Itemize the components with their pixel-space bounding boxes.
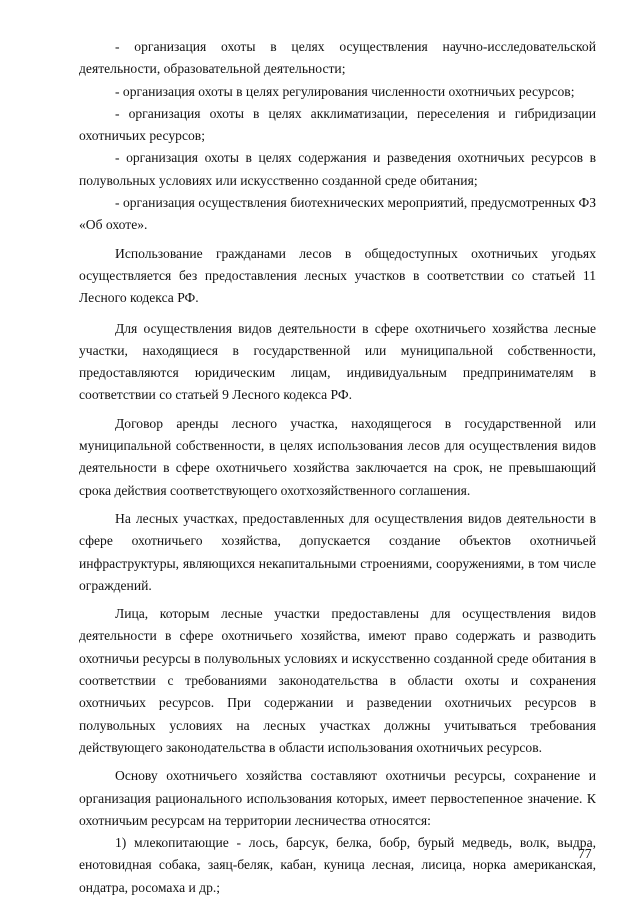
paragraph-semi-free-breeding: Лица, которым лесные участки предоставлены для осуществления видов деятельности в сфере охотничьего хозяйства, имеют право содержать и разводить охотничьи ресурсы в полувольных условиях и искусственно созданной среде обитания в соответствии с требованиями законодательства в области охоты и сохранения охотничьих ресурсов. При содержании и разведении охотничьих ресурсов в полувольных условиях на лесных участках должны учитываться требования действующего законодательства в области использования охотничьих ресурсов. (79, 606, 596, 755)
paragraph-public-grounds: Использование гражданами лесов в общедоступных охотничьих угодьях осуществляется без предоставления лесных участков в соответствии со статьей 11 Лесного кодекса РФ. (79, 245, 596, 306)
paragraph-biotechnical-measures: - организация осуществления биотехнических мероприятий, предусмотренных ФЗ «Об охоте». (79, 195, 596, 233)
body-text (79, 36, 596, 899)
paragraph-hunting-acclimatization: - организация охоты в целях акклиматизации, переселения и гибридизации охотничьих ресурсов; (79, 105, 596, 144)
paragraph-hunting-resources-basis: Основу охотничьего хозяйства составляют охотничьи ресурсы, сохранение и организация рационального использования которых, имеет первостепенное значение. К охотничьим ресурсам на территории лесничества относятся: (79, 768, 596, 828)
paragraph-lease-agreement: Договор аренды лесного участка, находящегося в государственной или муниципальной собственности, в целях использования лесов для осуществления видов деятельности в сфере охотничьего хозяйства заключается на срок, не превышающий срока действия соответствующего охотхозяйственного соглашения. (79, 415, 596, 498)
paragraph-mammals-list: 1) млекопитающие - лось, барсук, белка, бобр, бурый медведь, волк, выдра, енотовидная собака, заяц-беляк, кабан, куница лесная, лисица, норка американская, ондатра, росомаха и др.; (79, 835, 596, 895)
paragraph-land-provision: Для осуществления видов деятельности в сфере охотничьего хозяйства лесные участки, находящиеся в государственной или муниципальной собственности, предоставляются юридическим лицам, индивидуальным предпринимателям в соответствии со статьей 9 Лесного кодекса РФ. (79, 320, 596, 403)
paragraph-hunting-breeding: - организация охоты в целях содержания и разведения охотничьих ресурсов в полувольных условиях или искусственно созданной среде обитания; (79, 150, 596, 188)
page-number: 77 (578, 846, 592, 861)
paragraph-infrastructure: На лесных участках, предоставленных для осуществления видов деятельности в сфере охотничьего хозяйства, допускается создание объектов охотничьей инфраструктуры, являющихся некапитальными строениями, сооружениями, в том числе ограждений. (79, 510, 596, 593)
paragraph-hunting-research: - организация охоты в целях осуществления научно-исследовательской деятельности, образовательной деятельности; (79, 39, 596, 77)
paragraph-hunting-regulation: - организация охоты в целях регулирования численности охотничьих ресурсов; (115, 83, 575, 99)
